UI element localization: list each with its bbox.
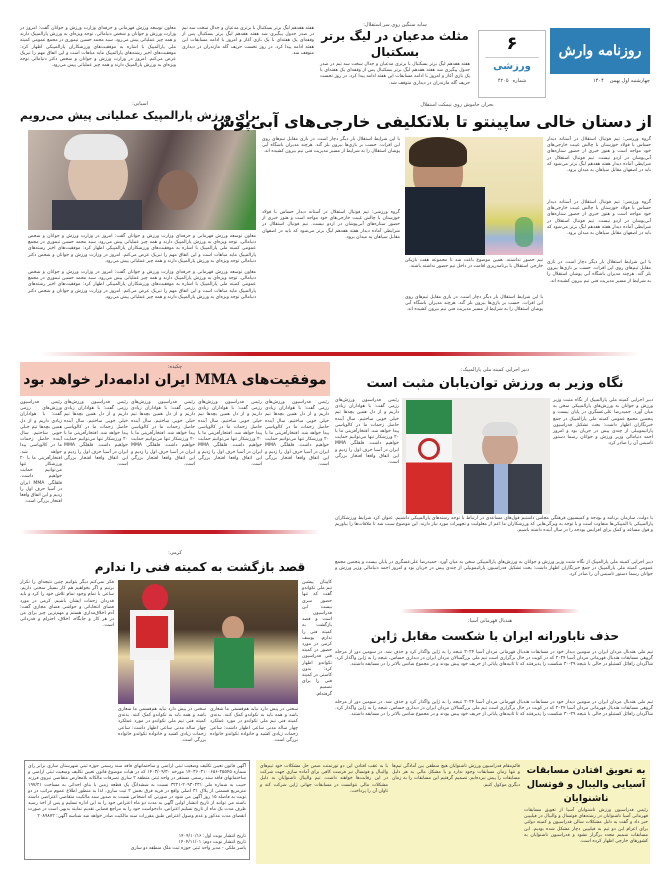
divider-line-2 [20,530,320,534]
date: چهارشنبه اول بهمن [609,78,650,84]
page-number: ۶ [506,33,518,54]
jacket [405,187,485,255]
kicker: چکیده: [167,364,183,370]
green-shirt [214,638,254,688]
section-label: ورزشی [493,61,531,72]
hair [409,137,467,167]
esteghlal-kicker: بحران خاموش روی نیمکت استقلال [420,102,494,108]
deputy-body-bottom-2: دبیر اجرایی کمیته ملی پارالمپیک از نگاه مثبت وزیر ورزش و جوانان به ورزش‌های پارالمپیکی سخن به میان آورد. حمیدرضا علی‌عسگری در پایان بیست و پنجمین مجمع عمومی کمیته ملی پارالمپیک در جمع خبرنگاران اظهار داشت: بحث تشکیل فدراسیون پاراتیموبیلی از چندی پیش در جریان بود و امروز احمد دنیامالی وزیر ورزش و جوانان رسما دستور تاسیس آن را صادر کرد. [335,560,653,578]
karimi-body-left: فکر نمی‌کنم دیگر بتوانیم چنین نتیجه‌ای را تکرار بزنیم و اگر بخواهیم هم کار بسیار سختی داریم. ساعی با تمام وجود تمام تلاش خود را کرد و باید قدردان زحمات ایشان باشیم. کرمی در مورد فضای انتخاباتی و حواشی فضای مجازی گفت: آدم اخلاق‌مداری هستم و مهم‌ترین چیز برای من در هر کار و جایگاه، اخلاق، احترام و قدردانی است. [20,580,114,629]
issue-label: شماره [512,78,527,84]
deputy-headline: نگاه وزیر به ورزش توان‌یابان مثبت است [366,376,624,391]
person-figure-2 [158,170,198,210]
deaf-sports-body: رئیس فدراسیون ورزش ناشنوایان آسیا از تعویق مسابقات قهرمانی آسیا ناشنوایان در رشته‌های فوتسال و والیبال در فیلیپین خبر داد و گفت به دلیل مشکلات سالن فدراسیون و کمیته دولتی برای اعزام این دو تیم به فیلیپین دچار مشکل شده بودیم. این مسابقات شمیم مجدد برگزار نشود و فدراسیون ناشنوایان به کشورهای خارجی اظهار کرده است. [524,808,648,845]
mma-col-1: رئیس فدراسیون ورزش‌های رزمی گفت: با هواداران زیادی داریم و از دل همین بچه‌ها تیم خیلی خوبی ساختیم. سال آینده حاصل زحمات ما در کالوپاسی پیدا خواهد شد. افتخارآفرینی ما با ۲۰ ورزشکار تنها می‌توانیم حمایت خواهیم داشت. قلقلگی MMA ایران در آسیا حرف اول را زدیم و این اتفاق واقعا افتخار بزرگی است. [265,400,329,468]
deputy-body-bottom: با دولت، سازمان برنامه و بودجه و کمیسیون فرهنگی مجلس داشتیم قول‌های مساعدی در ارتباط با توجه رشته‌های پارالمپیکی داشتیم. عنوان کرد شرایط ورزشکاران پارالمپیکی با المپیکی‌ها متفاوت است و با توجه به ویژگی‌هایی که ورزشکاران ما اعم از معلولیت و تجهیزات مورد نیاز دارند. این موضوع سبب شد تا ملاقات‌ها را بیاوریم و قول مساعد و کمک برای افزایش بودجه را در سال آینده داشته باشیم. [335,516,653,534]
logo-text: روزنامه وارش [558,43,642,59]
title-prefix: موفقیت‌های [241,372,327,388]
headline-line1: به تعویق افتادن مسابقات [526,765,646,776]
headline-line2: آسیایی والیبال و فوتسال [526,779,646,790]
paralympic-body: معاون توسعه ورزش قهرمانی و حرفه‌ای وزارت ورزش و جوانان گفت: امروز در وزارت ورزش و جوانان و شخص دنیامالی، توجه ویژه‌ای به ورزش پارالمپیک دارند و همه چیز عملیاتی پیش می‌رود. سید محمد حسین تیموری در مجمع عمومی کمیته ملی پارالمپیک با اشاره به موفقیت‌های ورزشکاران پارالمپیکی اظهار کرد: موفقیت‌های اخیر رشته‌های پارالمپیک مایه مباهات است و این اتفاق مهم را تبریک عرض می‌کنم. امروز در وزارت ورزش و جوانان و شخص دکتر دنیامالی توجه ویژه‌ای به ورزش پارالمپیک دارند و همه چیز عملیاتی پیش می‌رود. [28,234,256,264]
notice-date-1: تاریخ انتشار نوبت اول: ۱۴۰۴/۱۰/۱۶ [178,834,246,839]
headgear [142,584,168,612]
mma-headline [20,370,330,390]
esteghlal-body-right-3: با این شرایط استقلال بار دیگر دچار است. در بازی مقابل تیم‌های روی این اقرات. حسب بر بازی‌ها بیرون بلز گند. هرچند مدیران باشگاه آبی پوشان استقلال را به شرایط از مسیر مدیریت فنی تیم بیرون کشیده اند. [547,260,651,284]
headline-line3: ناشنوایان [563,793,609,804]
kicker: سایه سنگین روی سر استقلال: [363,22,427,28]
hair [482,422,518,436]
paralympic-top-text: معاون توسعه ورزش قهرمانی و حرفه‌ای وزارت ورزش و جوانان گفت: امروز در وزارت ورزش و جوانان و شخص دنیامالی، توجه ویژه‌ای به ورزش پارالمپیک دارند و همه چیز عملیاتی پیش می‌رود. سید محمد حسین تیموری در مجمع عمومی کمیته ملی پارالمپیک با اشاره به موفقیت‌های ورزشکاران پارالمپیکی اظهار کرد: موفقیت‌های اخیر رشته‌های پارالمپیک مایه مباهات است و این اتفاق مهم را تبریک عرض می‌کنم. امروز در وزارت ورزش و جوانان و شخص دکتر دنیامالی توجه ویژه‌ای به ورزش پارالمپیک دارند و همه چیز عملیاتی پیش می‌رود. [20,26,176,69]
headline-line2: بسکتبال [370,45,420,59]
title-suffix: ایران ادامه‌دار خواهد بود [23,372,191,388]
handball-headline: حذف ناباورانه ایران با شکست مقابل ژاپن [370,629,620,643]
mma-col-3: رئیس فدراسیون ورزش‌های رزمی گفت: با هواداران زیادی داریم و از دل همین بچه‌ها تیم خیلی خوبی ساختیم. سال آینده حاصل زحمات ما در کالوپاسی پیدا خواهد شد. افتخارآفرینی ما با ۲۰ ورزشکار تنها می‌توانیم حمایت خواهیم داشت. قلقلگی MMA ایران در آسیا حرف اول را زدیم و این اتفاق واقعا افتخار بزرگی است. [131,400,195,468]
hair [64,134,128,160]
page-number-box [478,30,546,98]
deaf-sports-body-right: قائم‌مقام فدراسیون ورزش ناشنوایان هیچ منطقی بین آمادگی تیم‌ها و تنها زمان مسابقات وجود ندارد و با مشکل مالی به هر دلیل مسابقات را پیش نبرده‌ایم. تصمیم گرفتیم این مسابقات را به زمان دیگری موکول کنیم. [392,764,520,788]
basketball-continued: هفته هفدهم لیگ برتر بسکتبال با برتری مدعیان و جدال سخت سه تیم در صدر جدول پیگیری شد هفته هفدهم لیگ برتر بسکتبال پس از وقفه‌ای یک هفته‌ای با یک بازی آغاز و امروز با ادامه مسابقات این هفته ادامه پیدا کرد. در روز نخست حریف گله مازندران در دیداری متوقف شد. [182,26,314,56]
notice-body: آگهی قانون تعیین تکلیف وضعیت ثبتی اراضی و ساختمانهای فاقد سند رسمی حوزه ثبتی شهرستان ساری برابر رای شماره ۲۵۵۴۵-۱۴۰۳۶۰۳۱۰۰۶۵۶ مورخه ۱۴۰۳/۰۹/۳۰ که در هیات موضوع قانون تعیین تکلیف وضعیت ثبتی اراضی و ساختمانهای فاقد سند رسمی مستقر در واحد ثبتی منطقه ۲ ساری تصرفات مالکانه بلامعارض متقاضی نیروی فرزند حبیب به شماره ملی ۲۰۹۳۰۲۳۱-۳۲۲۱ نسبت به ششدانگ یک قطعه زمین با بنای احداثی به مساحت ۱۹۷/۲۱ مترمربع قسمتی از پلاک ۳۱ اصلی واقع در قریه قرق بخش ۲ ثبت ساری. لذا به منظور اطلاع عموم مراتب در دو نوبت به فاصله ۱۵ روز آگهی می شود در صورتی که اشخاص نسبت به صدور سند مالکیت متقاضی اعتراضی داشته باشند می توانند از تاریخ انتشار اولین آگهی به مدت دو ماه اعتراض خود را به این اداره تسلیم و پس از اخذ رسید ظرف مدت یک ماه از تاریخ تسلیم اعتراض، دادخواست خود را به مراجع قضایی تقدیم نمایند بدیهی است در صورت انقضای مدت مذکور و عدم وصول اعتراض طبق مقررات سند مالکیت صادر خواهد شد شناسه آگهی: ۲۰۸۹۸۷۲ [28,764,247,819]
issue [479,78,545,84]
esteghlal-body-bottom-2: با این شرایط استقلال بار دیگر دچار است. در بازی مقابل تیم‌های روی این اقرات. حسب بر بازی‌ها بیرون بلز گند. هرچند مدیران باشگاه آبی پوشان استقلال را به شرایط از مسیر مدیریت فنی تیم بیرون کشیده اند. [405,295,543,313]
issue-number: ۴۲۰۵ [497,78,509,84]
esteghlal-headline: از دستان خالی ساپینتو تا بلاتکلیفی خارجی‌های آبی‌پوش [212,112,652,131]
flag-emblem [418,438,440,460]
shirt [494,464,508,514]
notice-date-2: تاریخ انتشار نوبت دوم: ۱۴۰۴/۱۱/۰۱ [178,840,246,845]
deaf-sports-body-middle: با به عقب افتادن این دو تورنمنت ضمن حل مشکلات خود تیم‌های والیبال و فوتسال نیز فرصت کافی برای آماده سازی جهت شرکت در این رقابت‌ها خواهند داشت. تیم والیبال ناشنوایان به دلیل مشکلات مالی نتوانست در مسابقات جهانی ژاپن شرکت کند و تاوان آن را پرداخت. [260,764,388,794]
mma-header-panel [20,362,330,396]
mma-col-4: رئیس فدراسیون ورزش‌های رزمی گفت: با هواداران زیادی داریم و از دل همین بچه‌ها تیم خیلی خوبی ساختیم. سال آینده حاصل زحمات ما در کالوپاسی پیدا خواهد شد. افتخارآفرینی ما با ۲۰ ورزشکار تنها می‌توانیم حمایت خواهیم داشت. قلقلگی MMA ایران در آسیا حرف اول را زدیم و این اتفاق واقعا افتخار بزرگی است. [64,400,128,468]
article-basketball [320,22,470,100]
esteghlal-body-middle: با این شرایط استقلال بار دیگر دچار است. در بازی مقابل تیم‌های روی این اقرات. حسب بر بازی‌ها بیرون بلز گند. هرچند مدیران باشگاه آبی پوشان استقلال را به شرایط از مسیر مدیریت فنی تیم بیرون کشیده اند. [262,137,400,155]
suit [52,200,142,230]
deputy-body: دبیر اجرایی کمیته ملی پارالمپیک از نگاه مثبت وزیر ورزش و جوانان به ورزش‌های پارالمپیکی سخن به میان آورد. حمیدرضا علی‌عسگری در پایان بیست و پنجمین مجمع عمومی کمیته ملی پارالمپیک در جمع خبرنگاران اظهار داشت: بحث تشکیل فدراسیون پاراتیموبیلی از چندی پیش در جریان بود و امروز احمد دنیامالی وزیر ورزش و جوانان رسما دستور تاسیس آن را صادر کرد. [553,398,653,447]
coach-head [222,616,244,640]
deaf-sports-headline [524,764,648,806]
handball-body: تیم ملی هندبال مردان ایران در سومین دیدار خود در مسابقات هندبال قهرمانی مردان آسیا ۲۰۲۴ نتیجه را به ژاپن واگذار کرد و حذف شد. در سومین دور از مرحله گروهی مسابقات هندبال قهرمانی مردان آسیا ۲۰۲۴ که در کویت در حال برگزاری است تیم ملی بزرگسالان مردان ایران در دیداری حساس، نتیجه را به ژاپن واگذار کرد. شاگردان رافائل کستیلو در حالی با نتیجه ۲۹-۳۰ شکست را پذیرفتند که تا ثانیه‌های پایانی از حریف خود پیش بودند و در مجموع شانس بالاتر را در مسابقه داشتند. [335,650,653,668]
karimi-body-middle-2: سخنی در پیش دارد نباید هم‌قسمی ما شعاری باشد و همه باید به تکواندو کمک کنند. بدنه‌ی کمیته فنی تیم ملی تکواندو در مورد عملکرد چهار ساله مدنی ساعی اظهار داشت: ساعی زحمات زیادی کشید و خانواده تکواندو خانواده بزرگی است. [118,707,206,744]
esteghlal-body-bottom: تیم حضور تداشتند. همین موضوع باعث شد تا مجموعه هفت بازیکن خارجی استقلال با برنامه‌ریزی اقامت در داخل تیم حضور نداشته باشند. [405,258,543,270]
year: ۱۴۰۴ [593,78,604,84]
headline: مثلث مدعیان در لیگ برتر [321,29,469,43]
esteghlal-body-right-2: گروه ورزشی: تیم فوتبال استقلال در آستانه دیدار حساس با فولاد خوزستان با چالش غیبت خارجی‌های خود مواجه است و هنوز خبری از حضور ستاره‌های آبی‌پوشان در اردو نیست. تیم فوتبال استقلال در شرایطی آماده دیدار هفته هفدهم لیگ برتر می‌شود که باید در اصفهان مقابل سپاهان به میدان برود. [547,200,651,237]
divider-line-3 [400,609,580,613]
paralympic-photo [28,130,256,230]
notice-signature: یاسر ملکی - مدیر واحد ثبتی حوزه ثبت ملک منطقه دو ساری [130,846,246,851]
title-brand: MMA [194,372,237,388]
legs [134,660,170,704]
handball-body-2: تیم ملی هندبال مردان ایران در سومین دیدار خود در مسابقات هندبال قهرمانی مردان آسیا ۲۰۲۴ نتیجه را به ژاپن واگذار کرد و حذف شد. در سومین دور از مرحله گروهی مسابقات هندبال قهرمانی مردان آسیا ۲۰۲۴ که در کویت در حال برگزاری است تیم ملی بزرگسالان مردان ایران در دیداری حساس، نتیجه را به ژاپن واگذار کرد. شاگردان رافائل کستیلو در حالی با نتیجه ۲۹-۳۰ شکست را پذیرفتند که تا ثانیه‌های پایانی از حریف خود پیش بودند و در مجموع شانس بالاتر را در مسابقه داشتند. [335,700,653,718]
mma-col-5: رئیس فدراسیون ورزش‌های رزمی گفت: با هواداران زیادی داریم و از دل همین بچه‌ها تیم خیلی خوبی ساختیم. سال آینده حاصل زحمات ما در کالوپاسی پیدا خواهد شد. افتخارآفرینی ما با ۲۰ ورزشکار تنها می‌توانیم حمایت خواهیم داشت. قلقلگی MMA ایران در آسیا حرف اول را زدیم و این اتفاق واقعا افتخار بزرگی است. [20,400,63,505]
body: هفته هفدهم لیگ برتر بسکتبال با برتری مدعیان و جدال سخت سه تیم در صدر جدول پیگیری شد هفته هفدهم لیگ برتر بسکتبال پس از وقفه‌ای یک هفته‌ای با یک بازی آغاز و امروز با ادامه مسابقات این هفته ادامه پیدا کرد. در روز نخست حریف گله مازندران در دیداری متوقف شد. [320,62,470,86]
mma-col-2: رئیس فدراسیون ورزش‌های رزمی گفت: با هواداران زیادی داریم و از دل همین بچه‌ها تیم خیلی خوبی ساختیم. سال آینده حاصل زحمات ما در کالوپاسی پیدا خواهد شد. افتخارآفرینی ما با ۲۰ ورزشکار تنها می‌توانیم حمایت خواهیم داشت. قلقلگی MMA ایران در آسیا حرف اول را زدیم و این اتفاق واقعا افتخار بزرگی است. [198,400,262,468]
legal-notice [24,760,250,860]
paralympic-kicker: اسیایی: [132,101,148,107]
chest-protector [136,616,168,648]
deputy-body-left: رئیس فدراسیون ورزش‌های رزمی گفت: با هواداران زیادی داریم و از دل همین بچه‌ها تیم خیلی خوبی ساختیم. سال آینده حاصل زحمات ما در کالوپاسی پیدا خواهد شد. افتخارآفرینی ما با ۲۰ ورزشکار تنها می‌توانیم حمایت خواهیم داشت. قلقلگی MMA ایران در آسیا حرف اول را زدیم و این اتفاق واقعا افتخار بزرگی است. [335,398,399,466]
paralympic-headline: برای ورزش پارالمپیک عملیاتی پیش می‌رویم [19,109,260,122]
background-player [515,217,533,247]
paralympic-body-2: معاون توسعه ورزش قهرمانی و حرفه‌ای وزارت ورزش و جوانان گفت: امروز در وزارت ورزش و جوانان و شخص دنیامالی، توجه ویژه‌ای به ورزش پارالمپیک دارند و همه چیز عملیاتی پیش می‌رود. سید محمد حسین تیموری در مجمع عمومی کمیته ملی پارالمپیک با اشاره به موفقیت‌های ورزشکاران پارالمپیکی اظهار کرد: موفقیت‌های اخیر رشته‌های پارالمپیک مایه مباهات است و این اتفاق مهم را تبریک عرض می‌کنم. امروز در وزارت ورزش و جوانان و شخص دکتر دنیامالی توجه ویژه‌ای به ورزش پارالمپیک دارند و همه چیز عملیاتی پیش می‌رود. [28,270,256,300]
esteghlal-body-right: گروه ورزشی: تیم فوتبال استقلال در آستانه دیدار حساس با فولاد خوزستان با چالش غیبت خارجی‌های خود مواجه است و هنوز خبری از حضور ستاره‌های آبی‌پوشان در اردو نیست. تیم فوتبال استقلال در شرایطی آماده دیدار هفته هفدهم لیگ برتر می‌شود که باید در اصفهان مقابل سپاهان به میدان برود. [547,137,651,174]
karimi-headline: قصد بازگشت به کمیته فنی را ندارم [94,560,306,574]
handball-kicker: هندبال قهرمانی آسیا: [467,618,512,624]
coach-photo [405,137,543,255]
karimi-body-middle: سخنی در پیش دارد نباید هم‌قسمی ما شعاری باشد و همه باید به تکواندو کمک کنند. بدنه‌ی کمیته فنی تیم ملی تکواندو در مورد عملکرد چهار ساله مدنی ساعی اظهار داشت: ساعی زحمات زیادی کشید و خانواده تکواندو خانواده بزرگی است. [210,707,298,744]
deputy-photo [402,398,550,514]
divider [485,57,539,58]
esteghlal-body-middle-2: گروه ورزشی: تیم فوتبال استقلال در آستانه دیدار حساس با فولاد خوزستان با چالش غیبت خارجی‌های خود مواجه است و هنوز خبری از حضور ستاره‌های آبی‌پوشان در اردو نیست. تیم فوتبال استقلال در شرایطی آماده دیدار هفته هفدهم لیگ برتر می‌شود که باید در اصفهان مقابل سپاهان به میدان برود. [262,210,400,240]
karimi-body-right: کاپیتان پیشین تیم ملی تکواندو گفت که تنها حضور سری بیست این فدراسیون است و قصد بازگشت به کمیته فنی را ندارم. یوسف کرمی در مورد حضور در کمیته فنی فدراسیون تکواندو اظهار کرد: بدون کاستی در کمیته فنی را برای تصمیم گرفته‌ام. [302,580,332,697]
divider-line [40,352,640,356]
deputy-kicker: دبیر اجرایی کمیته ملی پارالمپیک: [460,367,530,373]
masthead-logo [550,28,650,74]
karimi-photo [118,580,298,704]
karimi-kicker: کرمی: [168,550,182,556]
